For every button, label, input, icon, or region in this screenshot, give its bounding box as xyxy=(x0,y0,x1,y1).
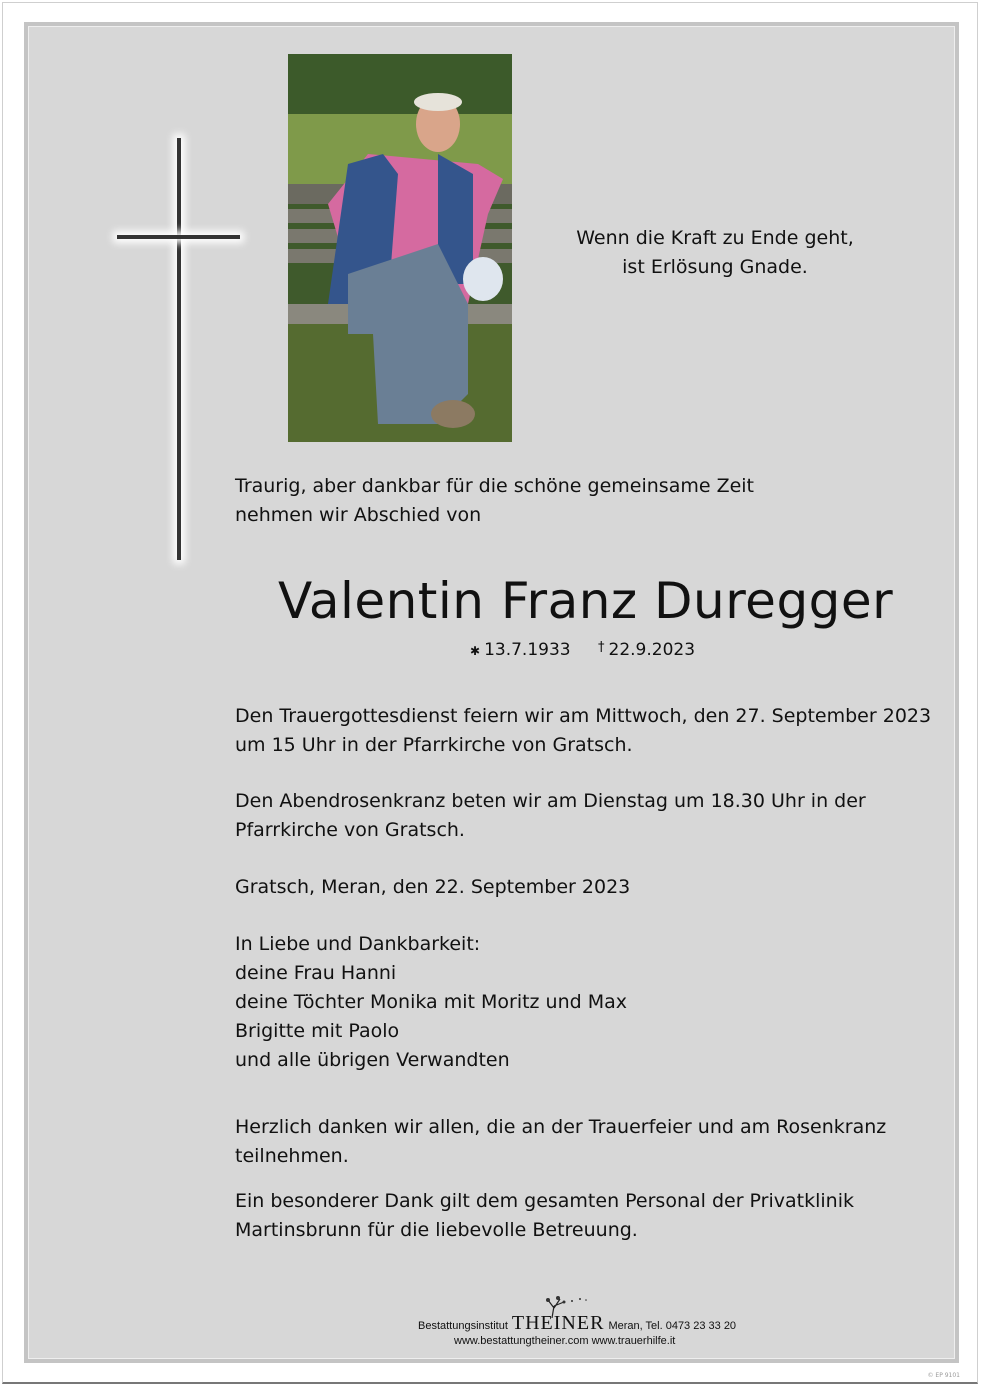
service-text xyxy=(235,702,931,760)
intro-line: Traurig, aber dankbar für die schöne gemeinsame Zeit xyxy=(235,475,755,497)
rosary-text xyxy=(235,787,866,845)
tree-logo-icon xyxy=(540,1296,590,1318)
thanks-line: Herzlich danken wir allen, die an der Trauerfeier und am Rosenkranz xyxy=(235,1116,887,1138)
footer-websites: www.bestattungtheiner.com www.trauerhilfe.it xyxy=(454,1335,676,1347)
quote-line: ist Erlösung Gnade. xyxy=(622,256,808,278)
cross-icon-bar xyxy=(117,235,240,239)
brand-logo: THEINER xyxy=(511,1312,605,1334)
family-line: Brigitte mit Paolo xyxy=(235,1020,400,1042)
rosary-line: Pfarrkirche von Gratsch. xyxy=(235,819,465,841)
quote-line: Wenn die Kraft zu Ende geht, xyxy=(576,227,854,249)
special-thanks-text xyxy=(235,1187,854,1245)
rosary-line: Den Abendrosenkranz beten wir am Dienstag um 18.30 Uhr in der xyxy=(235,790,866,812)
footer-contact: Meran, Tel. 0473 23 33 20 xyxy=(608,1320,737,1332)
special-thanks-line: Ein besonderer Dank gilt dem gesamten Personal der Privatklinik xyxy=(235,1190,854,1212)
family-line: In Liebe und Dankbarkeit: xyxy=(235,933,481,955)
special-thanks-line: Martinsbrunn für die liebevolle Betreuung. xyxy=(235,1219,638,1241)
family-line: und alle übrigen Verwandten xyxy=(235,1049,510,1071)
intro-text xyxy=(235,472,754,530)
life-dates xyxy=(470,640,717,660)
family-line: deine Töchter Monika mit Moritz und Max xyxy=(235,991,628,1013)
death-cross-icon: † xyxy=(598,640,605,655)
service-line: um 15 Uhr in der Pfarrkirche von Gratsch. xyxy=(235,734,633,756)
quote xyxy=(560,224,870,282)
service-line: Den Trauergottesdienst feiern wir am Mittwoch, den 27. September 2023 xyxy=(235,705,932,727)
death-date: 22.9.2023 xyxy=(608,640,696,660)
cross-icon xyxy=(177,138,181,560)
intro-line: nehmen wir Abschied von xyxy=(235,504,482,526)
place-date: Gratsch, Meran, den 22. September 2023 xyxy=(235,876,631,898)
family-line: deine Frau Hanni xyxy=(235,962,397,984)
portrait-photo xyxy=(288,54,512,442)
deceased-name: Valentin Franz Duregger xyxy=(278,572,894,630)
birth-date: 13.7.1933 xyxy=(484,640,571,660)
family-list xyxy=(235,930,627,1075)
funeral-home-footer xyxy=(418,1300,736,1347)
thanks-line: teilnehmen. xyxy=(235,1145,349,1167)
thanks-text xyxy=(235,1113,886,1171)
birth-star-icon: ✱ xyxy=(470,644,481,658)
footer-prefix: Bestattungsinstitut xyxy=(418,1320,508,1332)
copyright: © EP 9101 xyxy=(927,1372,960,1379)
